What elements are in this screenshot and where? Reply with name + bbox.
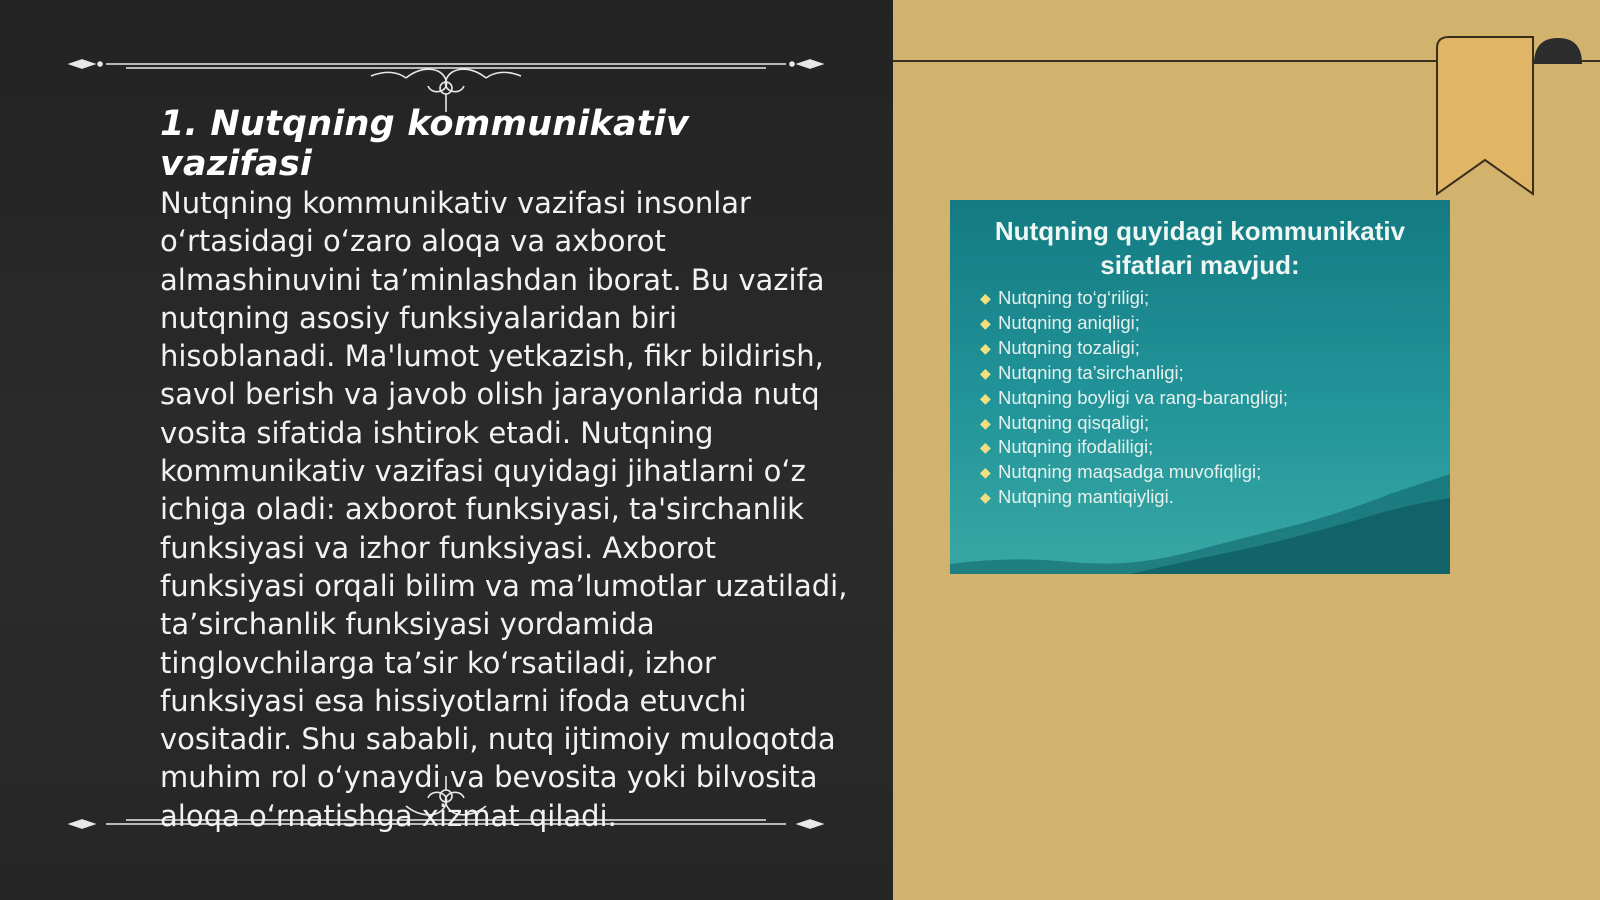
- diamond-bullet-icon: ◆: [980, 464, 991, 481]
- list-item: ◆ Nutqning boyligi va rang-barangligi;: [980, 386, 1288, 411]
- list-item: ◆ Nutqning tozaligi;: [980, 336, 1288, 361]
- qualities-list: [980, 286, 1288, 510]
- list-item: ◆ Nutqning qisqaligi;: [980, 411, 1288, 436]
- diamond-bullet-icon: ◆: [980, 389, 991, 406]
- diamond-bullet-icon: ◆: [980, 414, 991, 431]
- list-item: ◆ Nutqning aniqligi;: [980, 311, 1288, 336]
- list-item: ◆ Nutqning maqsadga muvofiqligi;: [980, 460, 1288, 485]
- diamond-bullet-icon: ◆: [980, 489, 991, 506]
- diamond-bullet-icon: ◆: [980, 439, 991, 456]
- list-item: ◆ Nutqning ifodaliligi;: [980, 435, 1288, 460]
- list-item: ◆ Nutqning to‘g‘riligi;: [980, 286, 1288, 311]
- list-item: ◆ Nutqning ta’sirchanligi;: [980, 361, 1288, 386]
- diamond-bullet-icon: ◆: [980, 290, 991, 306]
- slide-title: 1. Nutqning kommunikativ vazifasi: [160, 104, 689, 184]
- diamond-bullet-icon: ◆: [980, 364, 991, 381]
- qualities-image-card: [950, 200, 1450, 574]
- slide-body-text: Nutqning kommunikativ vazifasi insonlar o‘rtasidagi o‘zaro aloqa va axborot almashinuvini ta’minlashdan iborat. Bu vazifa nutqning asosiy funksiyalaridan biri hisoblanadi. Ma'lumot yetkazish, fikr bildirish, savol berish va javob olish jarayonlarida nutq vosita sifatida ishtirok etadi. Nutqning kommunikativ vazifasi quyidagi jihatlarni o‘z ichiga oladi: axborot funksiyasi, ta'sirchanlik funksiyasi va izhor funksiyasi. Axborot funksiyasi orqali bilim va ma’lumotlar uzatiladi, ta’sirchanlik funksiyasi yordamida tinglovchilarga ta’sir ko‘rsatiladi, izhor funksiyasi esa hissiyotlarni ifoda etuvchi vositadir. Shu sababli, nutq ijtimoiy muloqotda muhim rol o‘ynaydi va bevosita yoki bilvosita aloqa o‘rnatishga xizmat qiladi.: [160, 186, 848, 833]
- ribbon-bookmark-icon: [1435, 34, 1535, 199]
- bookmark-tab-icon: [1532, 36, 1588, 66]
- diamond-bullet-icon: ◆: [980, 314, 991, 331]
- card-title: Nutqning quyidagi kommunikativ sifatlari mavjud:: [994, 216, 1406, 280]
- diamond-bullet-icon: ◆: [980, 339, 991, 356]
- list-item: ◆ Nutqning mantiqiyligi.: [980, 485, 1288, 510]
